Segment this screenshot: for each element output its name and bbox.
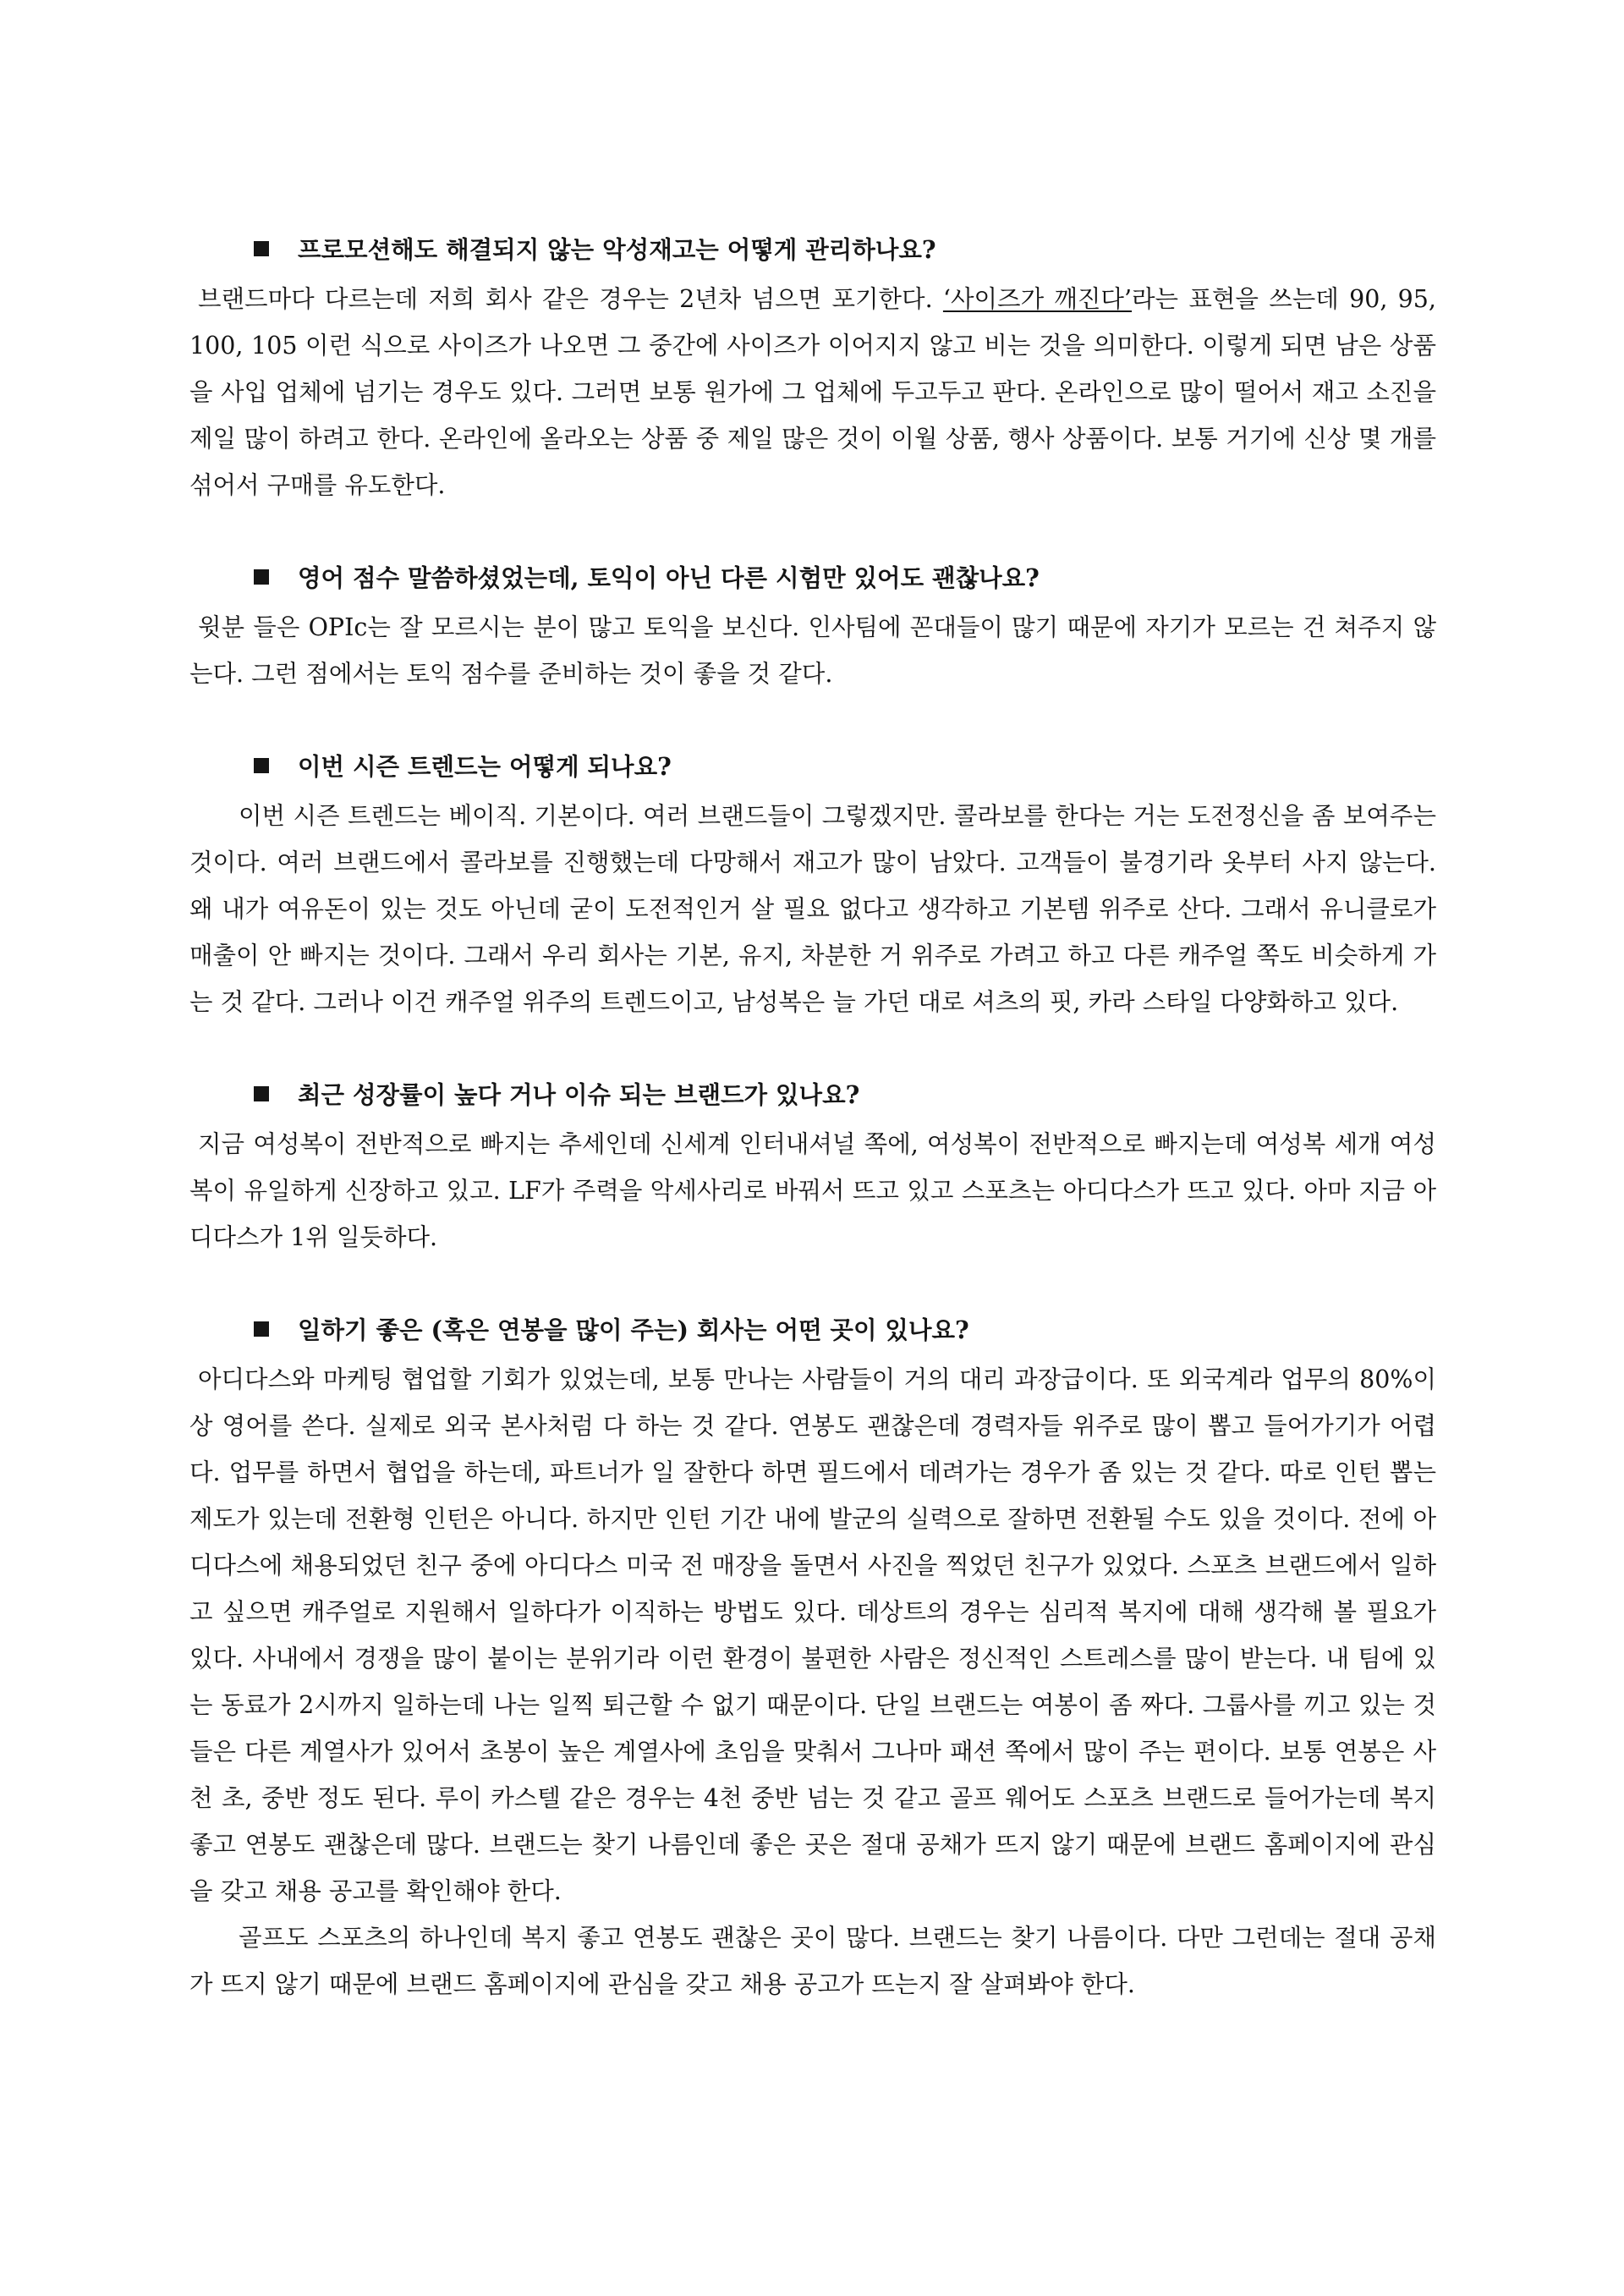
qa-section-trend <box>189 747 1436 1025</box>
square-bullet-icon <box>254 758 269 773</box>
answer-paragraph: 지금 여성복이 전반적으로 빠지는 추세인데 신세계 인터내셔널 쪽에, 여성복이 전반적으로 빠지는데 여성복 세개 여성복이 유일하게 신장하고 있고. LF가 주력을 악세사리로 바꿔서 뜨고 있고 스포츠는 아디다스가 뜨고 있다. 아마 지금 아디다스가 1위 일듯하다. <box>189 1130 1436 1251</box>
answer-paragraph: 윗분 들은 OPIc는 잘 모르시는 분이 많고 토익을 보신다. 인사팀에 꼰대들이 많기 때문에 자기가 모르는 건 쳐주지 않는다. 그런 점에서는 토익 점수를 준비하는 것이 좋을 것 같다. <box>189 613 1436 688</box>
square-bullet-icon <box>254 569 269 585</box>
qa-section-growing-brands <box>189 1075 1436 1261</box>
answer-paragraph <box>189 276 1436 508</box>
answer-paragraph: 이번 시즌 트렌드는 베이직. 기본이다. 여러 브랜드들이 그렇겠지만. 콜라보를 한다는 거는 도전정신을 좀 보여주는 것이다. 여러 브랜드에서 콜라보를 진행했는데 다망해서 재고가 많이 남았다. 고객들이 불경기라 옷부터 사지 않는다. 왜 내가 여유돈이 있는 것도 아닌데 굳이 도전적인거 살 필요 없다고 생각하고 기본템 위주로 산다. 그래서 유니클로가 매출이 안 빠지는 것이다. 그래서 우리 회사는 기본, 유지, 차분한 거 위주로 가려고 하고 다른 캐주얼 쪽도 비슷하게 가는 것 같다. 그러나 이건 캐주얼 위주의 트렌드이고, 남성복은 늘 가던 대로 셔츠의 핏, 카라 스타일 다양화하고 있다. <box>189 802 1436 1016</box>
qa-section-good-companies <box>189 1310 1436 2008</box>
question-heading <box>189 747 1436 786</box>
underlined-term: ‘사이즈가 깨진다’ <box>942 285 1133 313</box>
question-text: 일하기 좋은 (혹은 연봉을 많이 주는) 회사는 어떤 곳이 있나요? <box>298 1316 969 1344</box>
question-text: 프로모션해도 해결되지 않는 악성재고는 어떻게 관리하나요? <box>298 235 936 264</box>
question-heading <box>189 1310 1436 1349</box>
question-heading <box>189 1075 1436 1114</box>
question-heading <box>189 230 1436 269</box>
qa-section-inventory <box>189 230 1436 508</box>
question-heading <box>189 558 1436 597</box>
question-text: 최근 성장률이 높다 거나 이슈 되는 브랜드가 있나요? <box>298 1080 860 1109</box>
square-bullet-icon <box>254 1321 269 1337</box>
question-text: 이번 시즌 트렌드는 어떻게 되나요? <box>298 752 672 781</box>
answer-paragraph: 아디다스와 마케팅 협업할 기회가 있었는데, 보통 만나는 사람들이 거의 대리 과장급이다. 또 외국계라 업무의 80%이상 영어를 쓴다. 실제로 외국 본사처럼 다 하는 것 같다. 연봉도 괜찮은데 경력자들 위주로 많이 뽑고 들어가기가 어렵다. 업무를 하면서 협업을 하는데, 파트너가 일 잘한다 하면 필드에서 데려가는 경우가 좀 있는 것 같다. 따로 인턴 뽑는 제도가 있는데 전환형 인턴은 아니다. 하지만 인턴 기간 내에 발군의 실력으로 잘하면 전환될 수도 있을 것이다. 전에 아디다스에 채용되었던 친구 중에 아디다스 미국 전 매장을 돌면서 사진을 찍었던 친구가 있었다. 스포츠 브랜드에서 일하고 싶으면 캐주얼로 지원해서 일하다가 이직하는 방법도 있다. 데상트의 경우는 심리적 복지에 대해 생각해 볼 필요가 있다. 사내에서 경쟁을 많이 붙이는 분위기라 이런 환경이 불편한 사람은 정신적인 스트레스를 많이 받는다. 내 팀에 있는 동료가 2시까지 일하는데 나는 일찍 퇴근할 수 없기 때문이다. 단일 브랜드는 여봉이 좀 짜다. 그룹사를 끼고 있는 것들은 다른 계열사가 있어서 초봉이 높은 계열사에 초임을 맞춰서 그나마 패션 쪽에서 많이 주는 편이다. 보통 연봉은 사천 초, 중반 정도 된다. 루이 카스텔 같은 경우는 4천 중반 넘는 것 같고 골프 웨어도 스포츠 브랜드로 들어가는데 복지 좋고 연봉도 괜찮은데 많다. 브랜드는 찾기 나름인데 좋은 곳은 절대 공채가 뜨지 않기 때문에 브랜드 홈페이지에 관심을 갖고 채용 공고를 확인해야 한다. <box>189 1365 1436 1905</box>
square-bullet-icon <box>254 1086 269 1101</box>
answer-text: 브랜드마다 다르는데 저희 회사 같은 경우는 2년차 넘으면 포기한다. <box>198 285 943 313</box>
square-bullet-icon <box>254 241 269 256</box>
question-text: 영어 점수 말씀하셨었는데, 토익이 아닌 다른 시험만 있어도 괜찮나요? <box>298 563 1040 592</box>
answer-text-continued: 라는 표현을 쓰는데 90, 95, 100, 105 이런 식으로 사이즈가 나오면 그 중간에 사이즈가 이어지지 않고 비는 것을 의미한다. 이렇게 되면 남은 상품을 사입 업체에 넘기는 경우도 있다. 그러면 보통 원가에 그 업체에 두고두고 판다. 온라인으로 많이 떨어서 재고 소진을 제일 많이 하려고 한다. 온라인에 올라오는 상품 중 제일 많은 것이 이월 상품, 행사 상품이다. 보통 거기에 신상 몇 개를 섞어서 구매를 유도한다. <box>189 285 1436 499</box>
answer-paragraph-second: 골프도 스포츠의 하나인데 복지 좋고 연봉도 괜찮은 곳이 많다. 브랜드는 찾기 나름이다. 다만 그런데는 절대 공채가 뜨지 않기 때문에 브랜드 홈페이지에 관심을 갖고 채용 공고가 뜨는지 잘 살펴봐야 한다. <box>189 1924 1436 1998</box>
qa-section-english-score <box>189 558 1436 697</box>
